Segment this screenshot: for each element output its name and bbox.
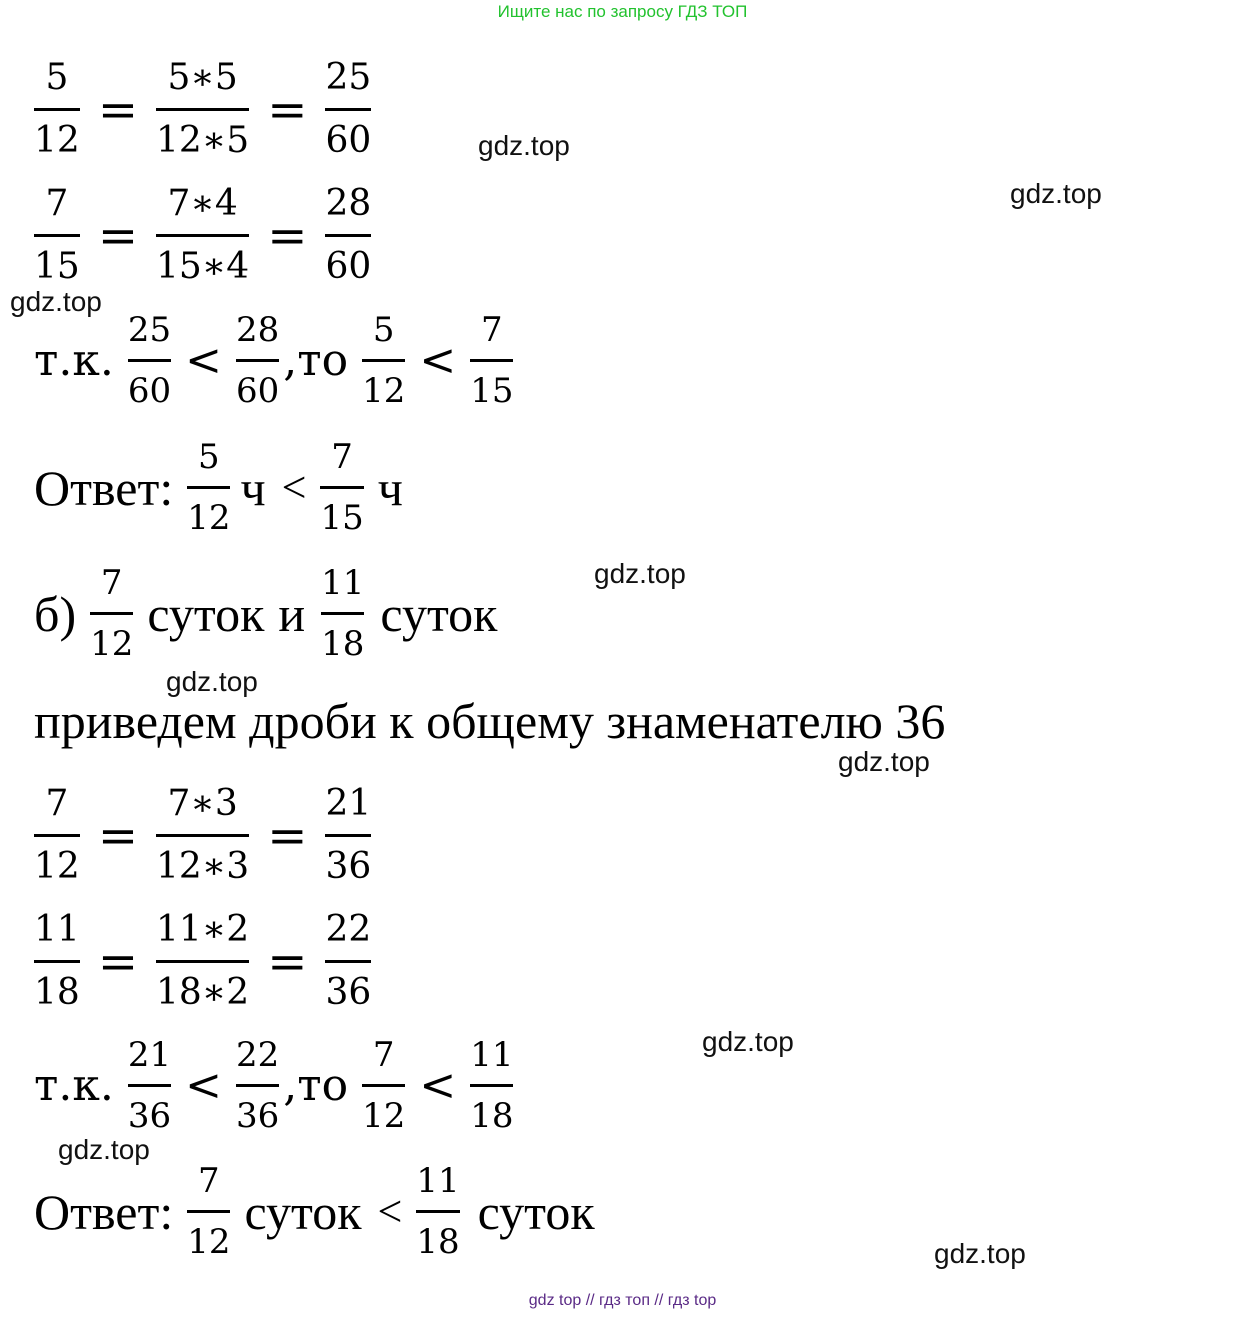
unit-label: суток <box>244 1183 362 1240</box>
then-label: то <box>297 1059 349 1111</box>
fraction: $\frac{7}{15}$ <box>320 437 364 538</box>
equation-3 <box>30 783 375 887</box>
fraction: $\frac{28}{60}$ <box>235 310 280 411</box>
unit-label: ч <box>240 459 266 516</box>
fraction: $\frac{28}{60}$ <box>325 183 372 287</box>
less-than-sign: < <box>281 462 307 512</box>
comparison-2: т.к. $\frac{21}{36}$ < $\frac{22}{36}$ , то $\frac{7}{12}$ < $\frac{11}{18}$ <box>34 1038 517 1133</box>
less-than-sign: < <box>377 1186 403 1236</box>
and-label: и <box>278 585 306 642</box>
fraction: $\frac{22}{36}$ <box>235 1035 280 1136</box>
equation-4 <box>30 909 375 1013</box>
watermark: gdz.top <box>58 1134 150 1165</box>
unit-label: суток <box>477 1183 595 1240</box>
equals-sign: = <box>97 207 139 264</box>
watermark: gdz.top <box>1010 178 1102 209</box>
less-than-sign: < <box>185 334 222 386</box>
watermark: gdz.top <box>594 558 686 589</box>
watermark: gdz.top <box>702 1026 794 1057</box>
fraction: $\frac{25}{60}$ <box>325 57 372 161</box>
answer-2 <box>34 1161 595 1262</box>
less-than-sign: < <box>419 1059 457 1111</box>
since-label: т.к. <box>34 334 114 386</box>
instruction-text: приведем дроби к общему знаменателю 36 <box>34 693 946 749</box>
watermark: gdz.top <box>838 746 930 777</box>
fraction: $\frac{7}{12}$ <box>90 563 134 664</box>
fraction: $\frac{11}{18}$ <box>416 1161 460 1262</box>
part-b-statement <box>34 563 498 664</box>
fraction: $\frac{7}{12}$ <box>34 783 80 887</box>
since-label: т.к. <box>34 1059 114 1111</box>
part-label: б) <box>34 585 77 642</box>
watermark: gdz.top <box>934 1238 1026 1269</box>
equals-sign: = <box>97 81 139 138</box>
fraction: $\frac{7∗4}{15∗4}$ <box>156 183 250 287</box>
then-label: то <box>297 334 349 386</box>
answer-label: Ответ: <box>34 1183 174 1240</box>
fraction: $\frac{5}{12}$ <box>187 437 231 538</box>
fraction: $\frac{22}{36}$ <box>325 909 372 1013</box>
equation-2 <box>30 183 375 287</box>
fraction: $\frac{11}{18}$ <box>34 909 80 1013</box>
fraction: $\frac{7∗3}{12∗3}$ <box>156 783 250 887</box>
equals-sign: = <box>267 807 308 864</box>
fraction: $\frac{5}{12}$ <box>34 57 80 161</box>
fraction: $\frac{7}{12}$ <box>187 1161 231 1262</box>
less-than-sign: < <box>419 334 457 386</box>
unit-label: суток <box>380 585 498 642</box>
answer-1 <box>34 437 403 538</box>
fraction: $\frac{7}{15}$ <box>34 183 80 287</box>
equation-1 <box>30 57 375 161</box>
watermark: gdz.top <box>478 130 570 161</box>
watermark: gdz.top <box>166 666 258 697</box>
unit-label: ч <box>377 459 403 516</box>
comparison-1: т.к. $\frac{25}{60}$ < $\frac{28}{60}$ , то $\frac{5}{12}$ < $\frac{7}{15}$ <box>34 313 517 408</box>
equals-sign: = <box>97 807 139 864</box>
equals-sign: = <box>267 81 308 138</box>
header-note: Ищите нас по запросу ГДЗ ТОП <box>497 2 748 21</box>
less-than-sign: < <box>185 1059 222 1111</box>
equals-sign: = <box>267 207 308 264</box>
unit-label: суток <box>147 585 265 642</box>
footer-note: gdz top // гдз топ // гдз top <box>528 1292 717 1309</box>
equals-sign: = <box>267 933 308 990</box>
fraction: $\frac{5∗5}{12∗5}$ <box>156 57 250 161</box>
equals-sign: = <box>97 933 139 990</box>
fraction: $\frac{25}{60}$ <box>127 310 172 411</box>
fraction: $\frac{7}{12}$ <box>362 1035 406 1136</box>
fraction: $\frac{11}{18}$ <box>470 1035 514 1136</box>
fraction: $\frac{21}{36}$ <box>325 783 372 887</box>
fraction: $\frac{21}{36}$ <box>127 1035 172 1136</box>
fraction: $\frac{5}{12}$ <box>362 310 406 411</box>
fraction: $\frac{7}{15}$ <box>470 310 514 411</box>
answer-label: Ответ: <box>34 459 174 516</box>
fraction: $\frac{11∗2}{18∗2}$ <box>156 909 250 1013</box>
fraction: $\frac{11}{18}$ <box>321 563 365 664</box>
watermark: gdz.top <box>10 286 102 317</box>
